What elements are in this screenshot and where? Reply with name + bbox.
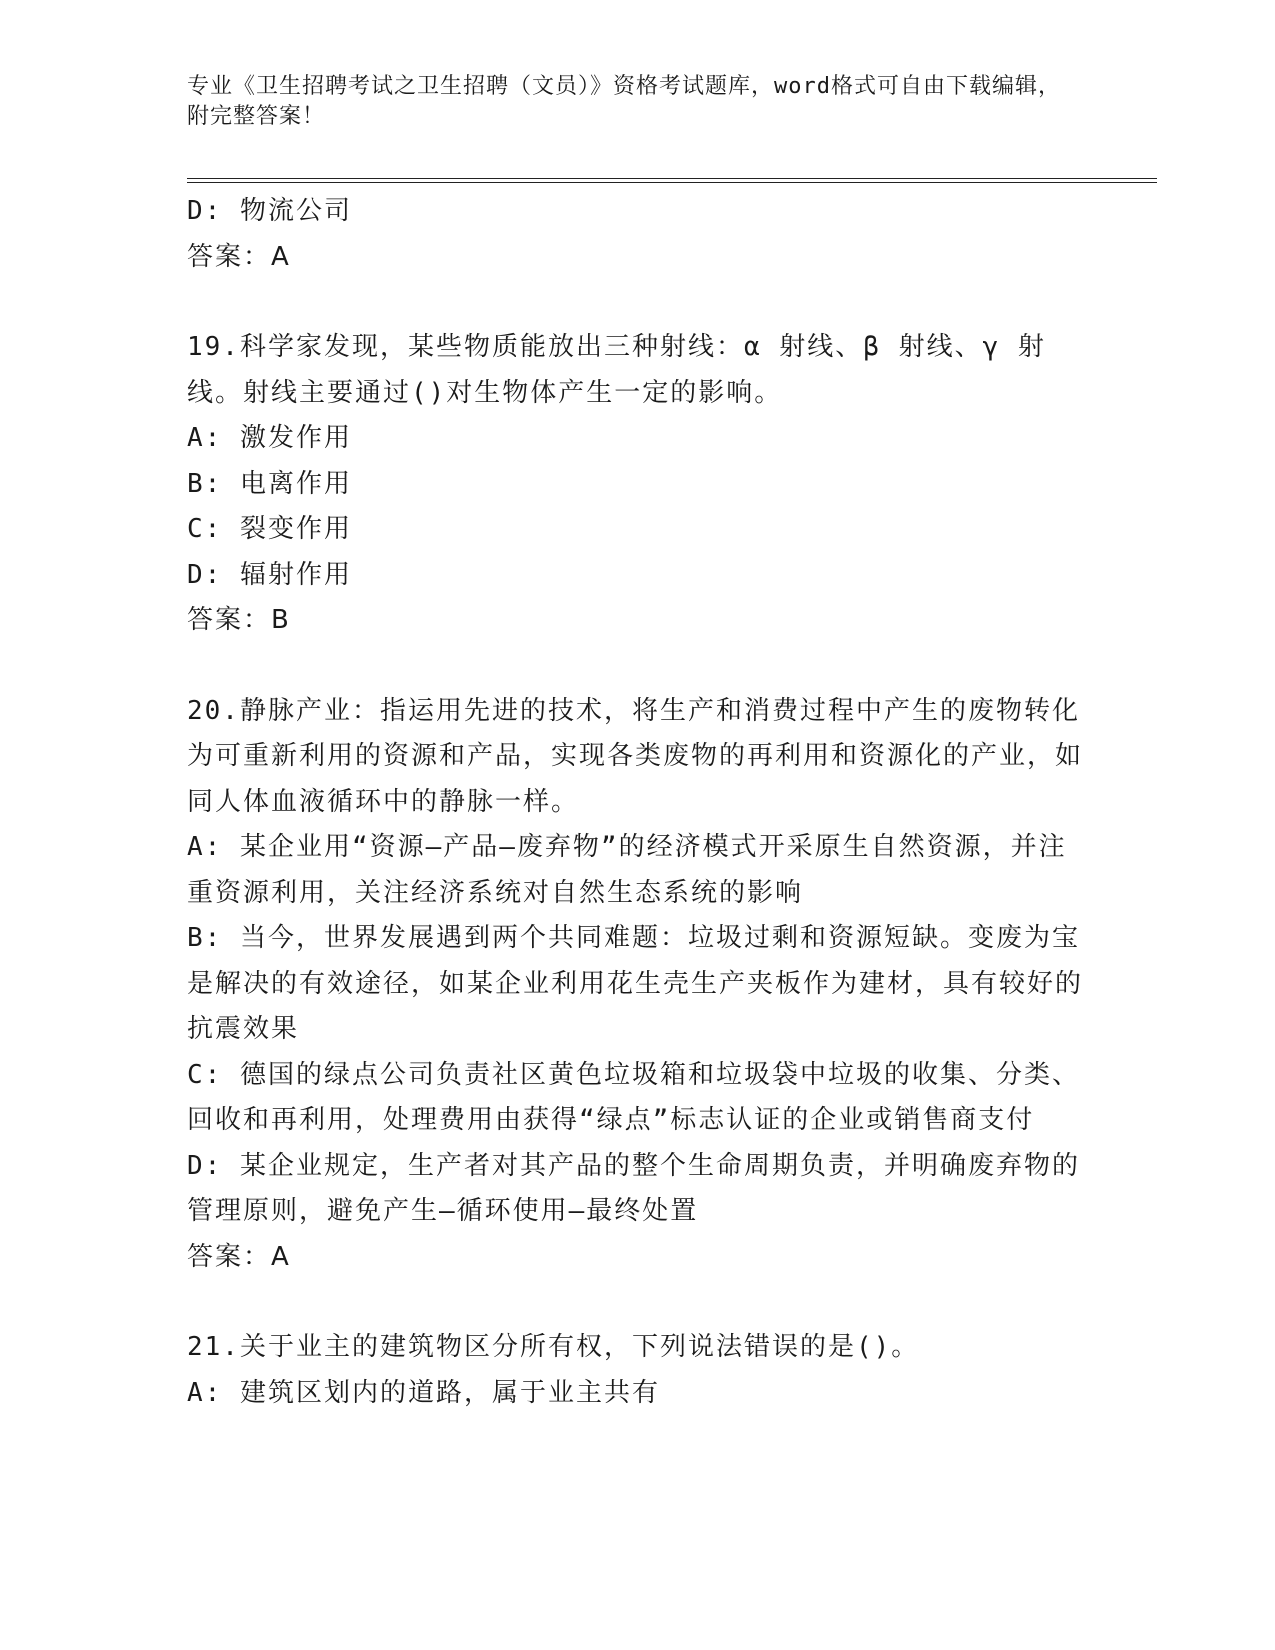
- previous-question-tail: [187, 189, 1087, 280]
- question-19: [187, 325, 1087, 644]
- document-body: [187, 189, 1087, 1416]
- option-d: D: 物流公司: [187, 196, 352, 226]
- question-20: [187, 689, 1087, 1281]
- option-c: C: 裂变作用: [187, 514, 352, 544]
- option-d: D: 辐射作用: [187, 559, 352, 590]
- option-b: B: 当今，世界发展遇到两个共同难题：垃圾过剩和资源短缺。变废为宝是解决的有效途径，如某企业利用花生壳生产夹板作为建材，具有较好的抗震效果: [187, 923, 1084, 1044]
- option-a: A: 某企业用“资源—产品—废弃物”的经济模式开采原生自然资源，并注重资源利用，关注经济系统对自然生态系统的影响: [187, 832, 1067, 908]
- document-header: [187, 72, 1087, 132]
- spacer: [187, 1280, 1087, 1325]
- spacer: [187, 644, 1087, 689]
- answer: 答案：A: [187, 1241, 291, 1272]
- header-rule-bottom: [187, 182, 1157, 183]
- question-21: [187, 1325, 1087, 1416]
- option-c: C: 德国的绿点公司负责社区黄色垃圾箱和垃圾袋中垃圾的收集、分类、回收和再利用，处理费用由获得“绿点”标志认证的企业或销售商支付: [187, 1059, 1080, 1135]
- question-stem: 19.科学家发现，某些物质能放出三种射线：α 射线、β 射线、γ 射线。射线主要通过()对生物体产生一定的影响。: [187, 332, 1046, 408]
- answer: 答案：B: [187, 605, 291, 635]
- header-rule-top: [187, 178, 1157, 179]
- option-a: A: 激发作用: [187, 423, 352, 453]
- question-stem: 20.静脉产业：指运用先进的技术，将生产和消费过程中产生的废物转化为可重新利用的资源和产品，实现各类废物的再利用和资源化的产业，如同人体血液循环中的静脉一样。: [187, 695, 1084, 817]
- option-d: D: 某企业规定，生产者对其产品的整个生命周期负责，并明确废弃物的管理原则，避免产生—循环使用—最终处置: [187, 1150, 1080, 1226]
- question-stem: 21.关于业主的建筑物区分所有权，下列说法错误的是()。: [187, 1332, 920, 1362]
- spacer: [187, 280, 1087, 325]
- option-b: B: 电离作用: [187, 468, 352, 499]
- answer: 答案：A: [187, 241, 291, 272]
- header-text: 专业《卫生招聘考试之卫生招聘（文员）》资格考试题库，word格式可自由下载编辑，附完整答案！: [187, 74, 1061, 129]
- option-a: A: 建筑区划内的道路，属于业主共有: [187, 1377, 660, 1408]
